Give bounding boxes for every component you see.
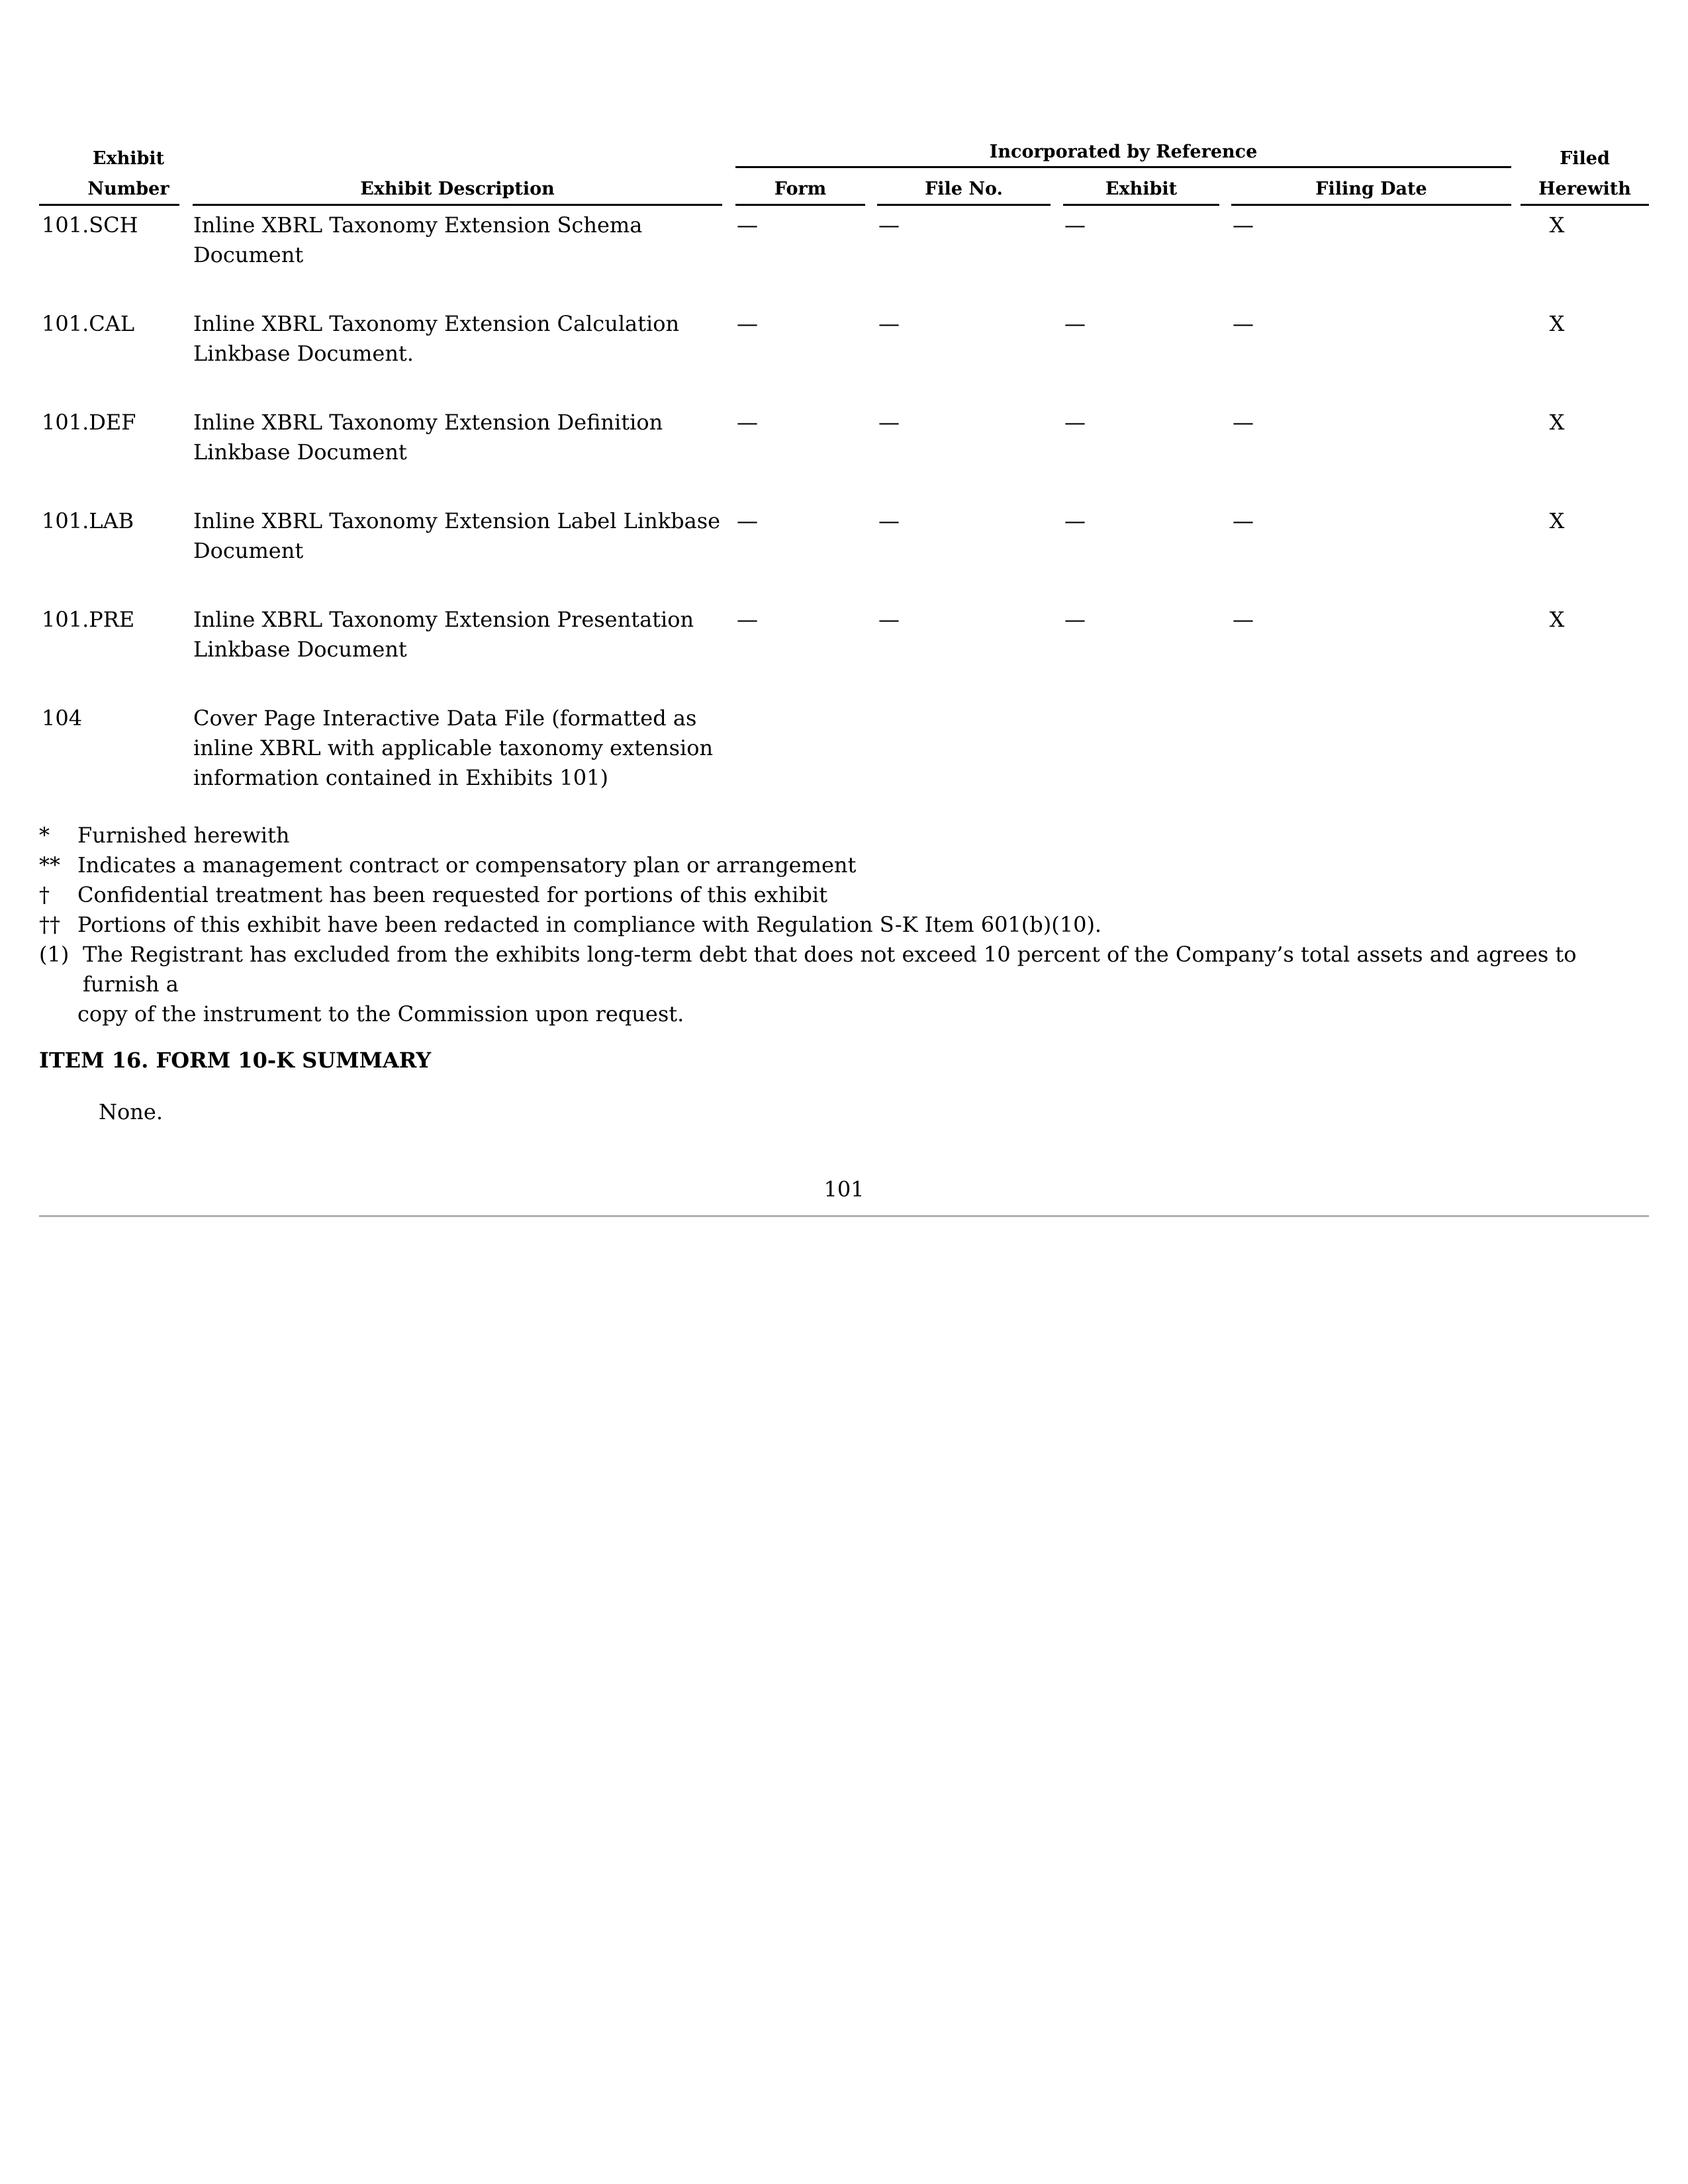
exhibit-description-line: Document [193, 538, 304, 563]
footnote [39, 940, 1649, 1029]
footnote-text: copy of the instrument to the Commission upon request. [77, 1001, 684, 1026]
exhibit-description [193, 408, 736, 467]
file-no-cell: — [878, 508, 900, 533]
header-group-underline [735, 166, 1511, 168]
exhibit-description-line: Inline XBRL Taxonomy Extension Definition [193, 410, 663, 435]
header-underline [1521, 204, 1649, 206]
table-row [39, 506, 1649, 605]
exhibit-description-line: Linkbase Document [193, 439, 407, 465]
header-file-no: File No. [925, 179, 1003, 199]
header-filing-date: Filing Date [1315, 179, 1427, 199]
filed-herewith-cell: X [1549, 410, 1565, 435]
exhibit-table-header [39, 0, 1649, 212]
file-no-cell: — [878, 410, 900, 435]
table-row [39, 408, 1649, 506]
exhibit-description-line: Cover Page Interactive Data File (formatted as [193, 705, 697, 731]
footnote [39, 850, 1649, 880]
item-16-body: None. [99, 1099, 163, 1124]
exhibit-description [193, 704, 736, 793]
table-row [39, 704, 1649, 829]
exhibit-cell: — [1064, 212, 1086, 238]
file-no-cell: — [878, 311, 900, 336]
file-no-cell: — [878, 607, 900, 632]
form-cell: — [737, 311, 758, 336]
exhibit-description [193, 506, 736, 566]
header-incorporated-by-reference: Incorporated by Reference [989, 142, 1258, 162]
header-exhibit-number-line1: Exhibit [92, 148, 165, 169]
exhibit-description-line: Linkbase Document. [193, 341, 414, 366]
page-divider [39, 1215, 1649, 1217]
exhibit-number: 101.DEF [42, 410, 136, 435]
filing-date-cell: — [1233, 607, 1254, 632]
filed-herewith-cell: X [1549, 311, 1565, 336]
footnote-mark: (1) [39, 942, 70, 967]
footnote [39, 880, 1649, 910]
filing-date-cell: — [1233, 311, 1254, 336]
exhibit-description-line: Inline XBRL Taxonomy Extension Schema [193, 212, 643, 238]
footnote-text: Confidential treatment has been requested for portions of this exhibit [77, 882, 827, 907]
header-underline [1063, 204, 1219, 206]
filing-date-cell: — [1233, 410, 1254, 435]
header-filed-herewith-line2: Herewith [1538, 179, 1631, 199]
exhibit-description-line: Inline XBRL Taxonomy Extension Label Linkbase [193, 508, 721, 533]
exhibit-description-line: Document [193, 242, 304, 267]
exhibit-cell: — [1064, 607, 1086, 632]
exhibit-number: 104 [42, 705, 83, 731]
exhibit-description [193, 309, 736, 369]
exhibit-number: 101.CAL [42, 311, 135, 336]
header-underline [1231, 204, 1511, 206]
file-no-cell: — [878, 212, 900, 238]
table-row [39, 210, 1649, 309]
exhibit-description [193, 210, 736, 270]
header-form: Form [774, 179, 827, 199]
form-cell: — [737, 410, 758, 435]
form-cell: — [737, 508, 758, 533]
footnote [39, 910, 1649, 940]
header-underline [39, 204, 179, 206]
form-cell: — [737, 607, 758, 632]
footnote-text: The Registrant has excluded from the exhibits long-term debt that does not exceed 10 percent of the Company’s total assets and agrees to furnish a [83, 942, 1577, 997]
exhibit-number: 101.LAB [42, 508, 134, 533]
filing-date-cell: — [1233, 508, 1254, 533]
footnote-mark: †† [39, 912, 60, 937]
header-exhibit-description: Exhibit Description [360, 179, 555, 199]
footnote [39, 821, 1649, 850]
header-underline [193, 204, 722, 206]
filed-herewith-cell: X [1549, 508, 1565, 533]
exhibit-description [193, 605, 736, 664]
exhibit-description-line: information contained in Exhibits 101) [193, 765, 608, 790]
form-cell: — [737, 212, 758, 238]
footnotes [39, 821, 1649, 1029]
exhibit-number: 101.PRE [42, 607, 135, 632]
header-filed-herewith-line1: Filed [1560, 148, 1610, 169]
item-16-title: ITEM 16. FORM 10-K SUMMARY [39, 1048, 432, 1073]
filing-date-cell: — [1233, 212, 1254, 238]
exhibit-description-line: Linkbase Document [193, 637, 407, 662]
exhibit-description-line: inline XBRL with applicable taxonomy extension [193, 735, 714, 760]
exhibit-cell: — [1064, 508, 1086, 533]
footnote-mark: * [39, 823, 50, 848]
exhibit-description-line: Inline XBRL Taxonomy Extension Presentation [193, 607, 694, 632]
footnote-text: Indicates a management contract or compensatory plan or arrangement [77, 852, 857, 878]
exhibit-cell: — [1064, 311, 1086, 336]
filed-herewith-cell: X [1549, 607, 1565, 632]
exhibit-number: 101.SCH [42, 212, 138, 238]
footnote-text: Furnished herewith [77, 823, 290, 848]
table-row [39, 309, 1649, 408]
header-underline [877, 204, 1051, 206]
footnote-text: Portions of this exhibit have been redacted in compliance with Regulation S-K Item 601(b)(10). [77, 912, 1102, 937]
footnote-mark: † [39, 882, 50, 907]
header-exhibit-number-line2: Number [87, 179, 169, 199]
table-row [39, 605, 1649, 704]
header-exhibit: Exhibit [1105, 179, 1178, 199]
footnote-mark: ** [39, 852, 60, 878]
exhibit-description-line: Inline XBRL Taxonomy Extension Calculation [193, 311, 680, 336]
page-number: 101 [823, 1177, 865, 1202]
exhibit-cell: — [1064, 410, 1086, 435]
header-underline [735, 204, 865, 206]
filed-herewith-cell: X [1549, 212, 1565, 238]
exhibit-table-body [39, 210, 1649, 829]
